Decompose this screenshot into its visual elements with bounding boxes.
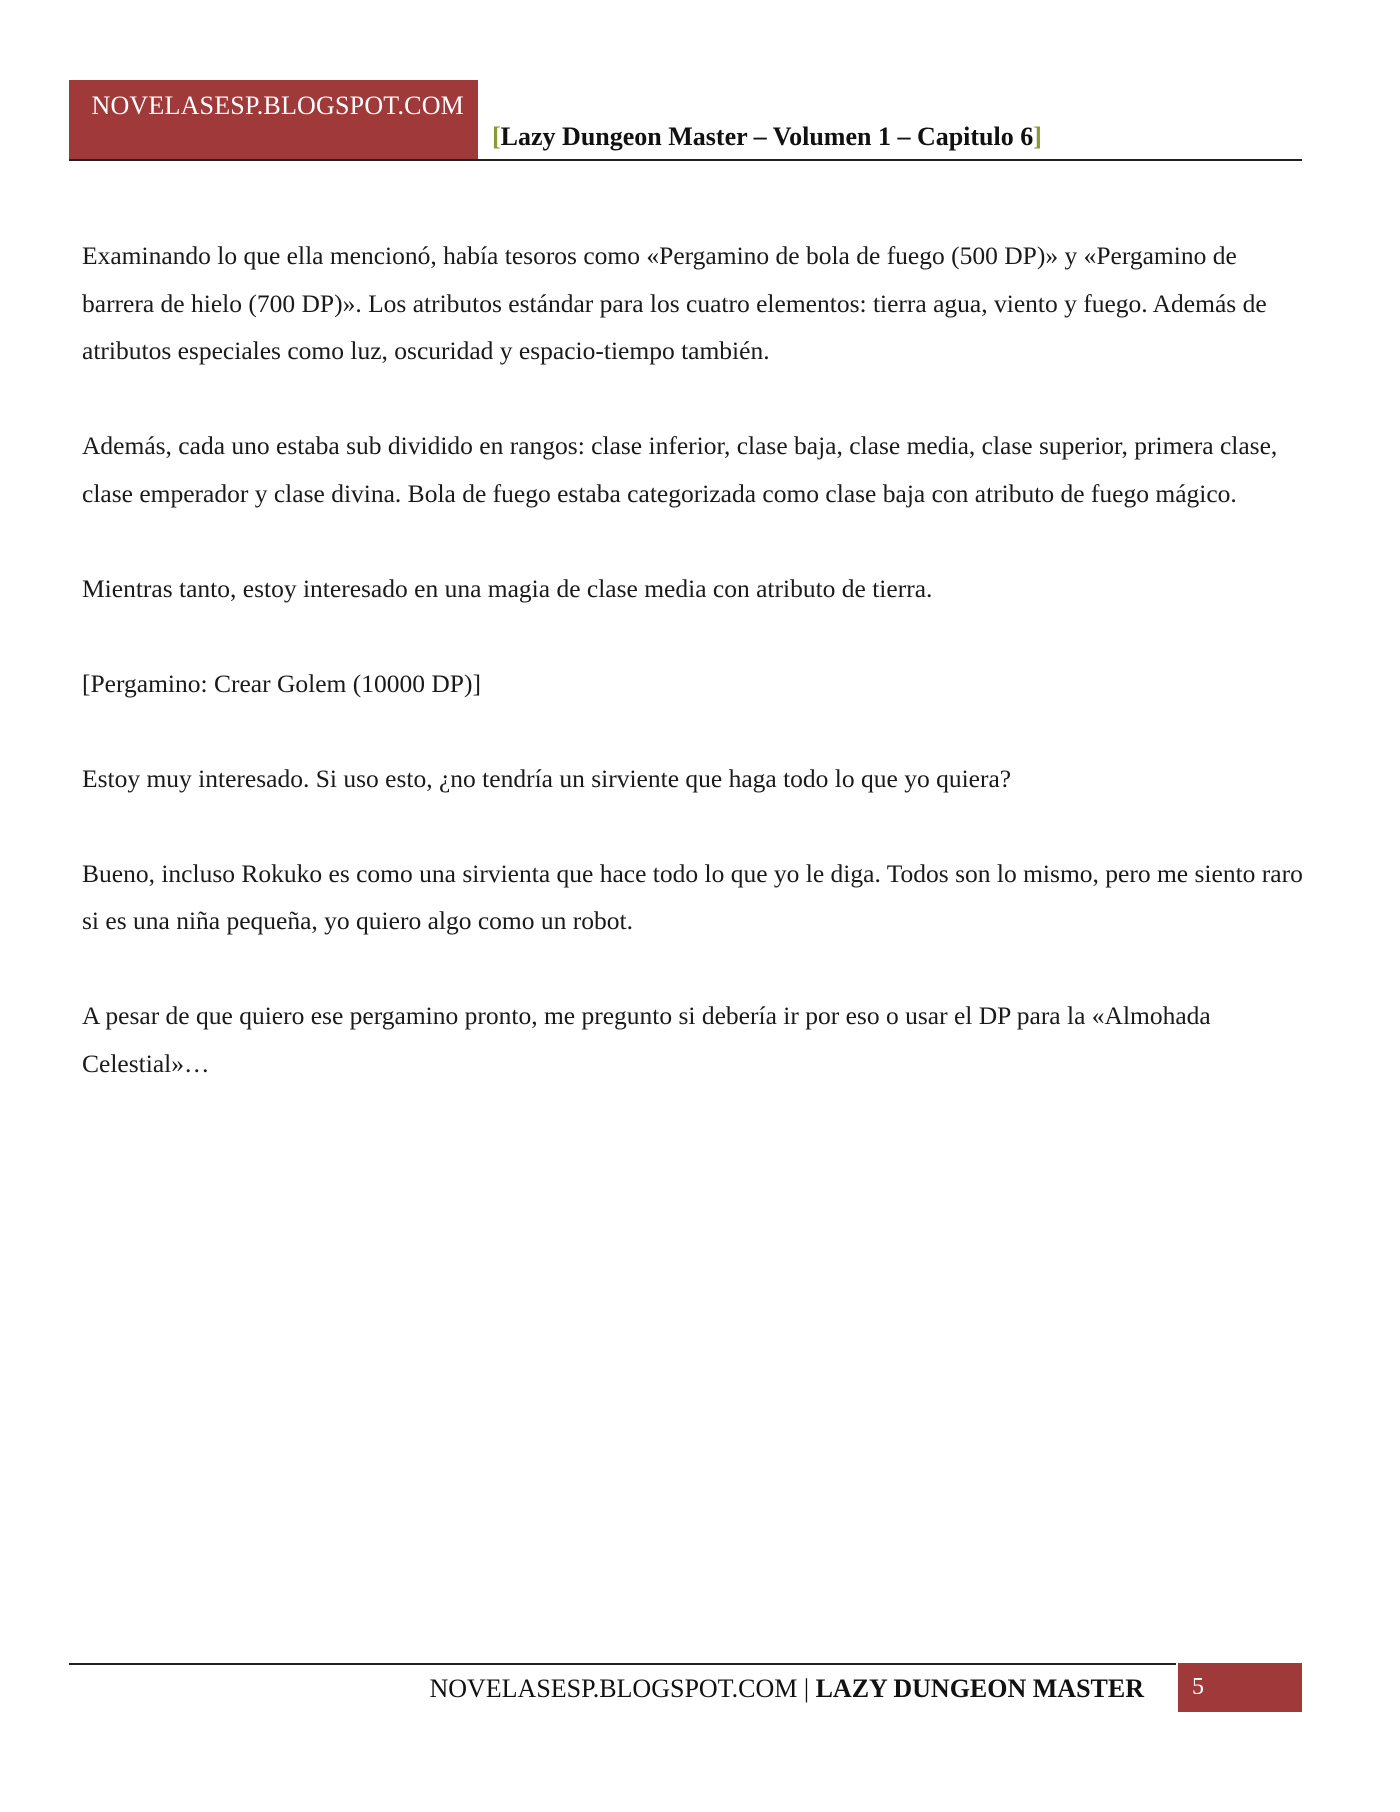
header-title-text: Lazy Dungeon Master – Volumen 1 – Capitulo 6: [500, 122, 1034, 151]
paragraph-4: [Pergamino: Crear Golem (10000 DP)]: [82, 668, 481, 698]
header-divider: [69, 159, 1302, 161]
header-close-bracket: ]: [1033, 122, 1042, 151]
paragraph-2: Además, cada uno estaba sub dividido en rangos: clase inferior, clase baja, clase media, clase superior, primera clase, clase emperador y clase divina. Bola de fuego estaba categorizada como clase baja con atributo de fuego mágico.: [82, 431, 1278, 508]
header-open-bracket: [: [492, 122, 501, 151]
header-title: [492, 121, 1042, 153]
paragraph-1: Examinando lo que ella mencionó, había tesoros como «Pergamino de bola de fuego (500 DP)» y «Pergamino de barrera de hielo (700 DP)». Los atributos estándar para los cuatro elementos: tierra agua, viento y fuego. Además de atributos especiales como luz, oscuridad y espacio-tiempo también.: [82, 241, 1267, 365]
paragraph-3: Mientras tanto, estoy interesado en una magia de clase media con atributo de tierra.: [82, 573, 933, 603]
footer-site: NOVELASESP.BLOGSPOT.COM: [429, 1674, 798, 1703]
footer-book-title: LAZY DUNGEON MASTER: [815, 1674, 1144, 1703]
page-body: [82, 232, 1304, 1135]
footer-separator: |: [797, 1674, 816, 1703]
page-number: 5: [1178, 1663, 1302, 1712]
header-site-banner: NOVELASESP.BLOGSPOT.COM: [69, 80, 478, 160]
paragraph-5: Estoy muy interesado. Si uso esto, ¿no tendría un sirviente que haga todo lo que yo quiera?: [82, 763, 1012, 793]
paragraph-6: Bueno, incluso Rokuko es como una sirvienta que hace todo lo que yo le diga. Todos son lo mismo, pero me siento raro si es una niña pequeña, yo quiero algo como un robot.: [82, 858, 1303, 935]
paragraph-7: A pesar de que quiero ese pergamino pronto, me pregunto si debería ir por eso o usar el DP para la «Almohada Celestial»…: [82, 1001, 1211, 1078]
footer-divider: [69, 1663, 1176, 1665]
footer-text: [429, 1671, 1144, 1707]
